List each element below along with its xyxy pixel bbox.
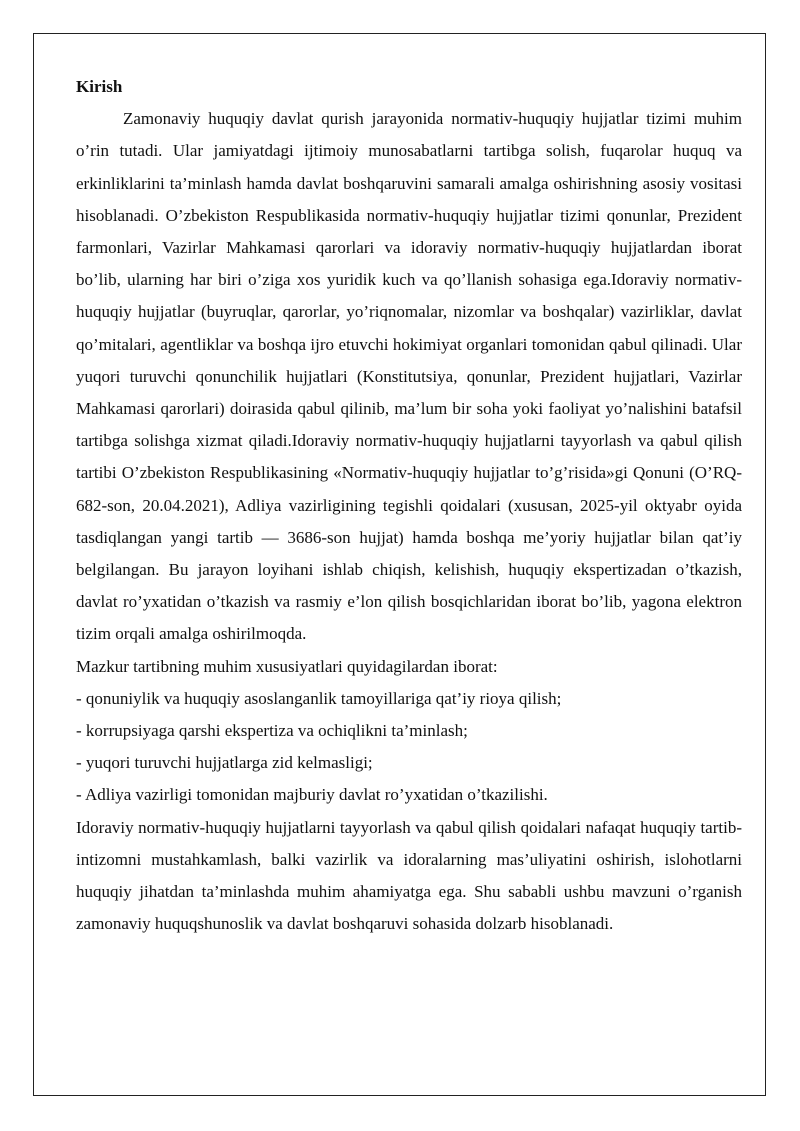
document-body: [76, 71, 742, 940]
list-intro: Mazkur tartibning muhim xususiyatlari quyidagilardan iborat:: [76, 656, 498, 676]
list-item: - qonuniylik va huquqiy asoslanganlik tamoyillariga qat’iy rioya qilish;: [76, 688, 562, 708]
conclusion-paragraph: Idoraviy normativ-huquqiy hujjatlarni tayyorlash va qabul qilish qoidalari nafaqat huquqiy tartib-intizomni mustahkamlash, balki vazirlik va idoralarning mas’uliyatini oshirish, islohotlarni huquqiy jihatdan ta’minlashda muhim ahamiyatga ega. Shu sababli ushbu mavzuni o’rganish zamonaviy huquqshunoslik va davlat boshqaruvi sohasida dolzarb hisoblanadi.: [76, 817, 742, 934]
features-list: [76, 683, 742, 812]
section-heading: Kirish: [76, 77, 123, 96]
intro-paragraph: Zamonaviy huquqiy davlat qurish jarayonida normativ-huquqiy hujjatlar tizimi muhim o’rin tutadi. Ular jamiyatdagi ijtimoiy munosabatlarni tartibga solish, fuqarolar huquq va erkinliklarini ta’minlash hamda davlat boshqaruvini samarali amalga oshirishning asosiy vositasi hisoblanadi. O’zbekiston Respublikasida normativ-huquqiy hujjatlar tizimi qonunlar, Prezident farmonlari, Vazirlar Mahkamasi qarorlari va idoraviy normativ-huquqiy hujjatlardan iborat bo’lib, ularning har biri o’ziga xos yuridik kuch va qo’llanish sohasiga ega.Idoraviy normativ-huquqiy hujjatlar (buyruqlar, qarorlar, yo’riqnomalar, nizomlar va boshqalar) vazirliklar, davlat qo’mitalari, agentliklar va boshqa ijro etuvchi hokimiyat organlari tomonidan qabul qilinadi. Ular yuqori turuvchi qonunchilik hujjatlari (Konstitutsiya, qonunlar, Prezident hujjatlari, Vazirlar Mahkamasi qarorlari) doirasida qabul qilinib, ma’lum bir soha yoki faoliyat yo’nalishini batafsil tartibga solishga xizmat qiladi.Idoraviy normativ-huquqiy hujjatlarni tayyorlash va qabul qilish tartibi O’zbekiston Respublikasining «Normativ-huquqiy hujjatlar to’g’risida»gi Qonuni (O’RQ-682-son, 20.04.2021), Adliya vazirligining tegishli qoidalari (xususan, 2025-yil oktyabr oyida tasdiqlangan yangi tartib — 3686-son hujjat) hamda boshqa me’yoriy hujjatlar bilan qat’iy belgilangan. Bu jarayon loyihani ishlab chiqish, kelishish, huquqiy ekspertizadan o’tkazish, davlat ro’yxatidan o’tkazish va rasmiy e’lon qilish bosqichlaridan iborat bo’lib, yagona elektron tizim orqali amalga oshirilmoqda.: [76, 109, 742, 644]
list-item: - korrupsiyaga qarshi ekspertiza va ochiqlikni ta’minlash;: [76, 721, 468, 741]
list-item: - yuqori turuvchi hujjatlarga zid kelmasligi;: [76, 753, 373, 773]
list-item: - Adliya vazirligi tomonidan majburiy davlat ro’yxatidan o’tkazilishi.: [76, 785, 548, 805]
